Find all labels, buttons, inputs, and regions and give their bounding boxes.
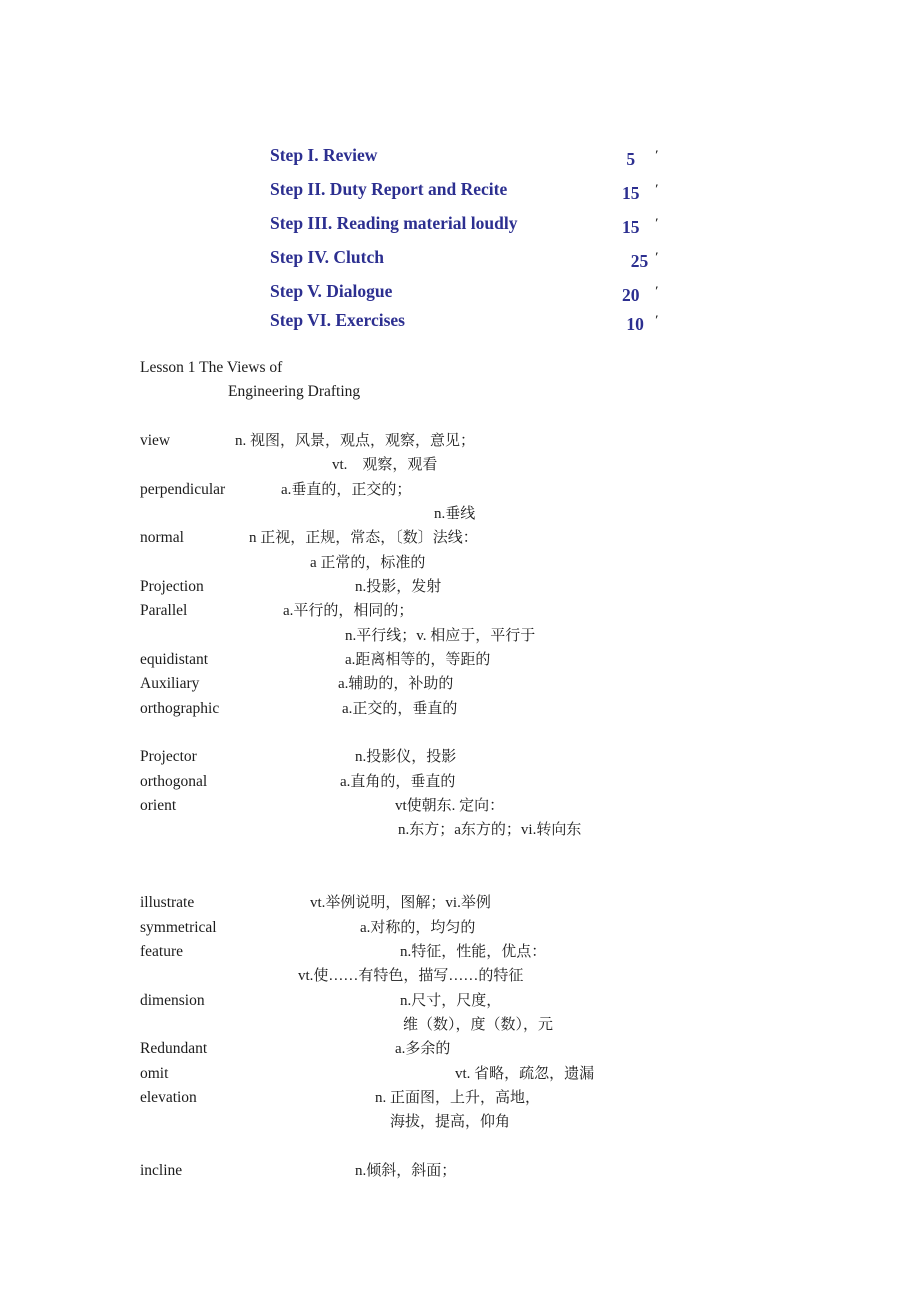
vocab-line bbox=[0, 648, 920, 672]
vocab-definition: n.特征，性能，优点： bbox=[400, 943, 547, 960]
blank-line bbox=[0, 721, 920, 745]
schedule-row bbox=[0, 177, 920, 201]
minute-prime-mark: ′ bbox=[655, 283, 659, 298]
vocab-word: incline bbox=[140, 1161, 183, 1179]
vocab-word: Projector bbox=[140, 748, 197, 766]
vocab-definition: n 正视，正规，常态，〔数〕法线： bbox=[249, 530, 478, 547]
vocab-definition: a.辅助的，补助的 bbox=[338, 676, 454, 693]
vocab-line bbox=[0, 940, 920, 964]
step-label: Step IV. Clutch bbox=[270, 247, 384, 267]
schedule-row bbox=[0, 279, 920, 303]
vocab-definition: a.多余的 bbox=[395, 1041, 451, 1058]
vocab-definition: vt使朝东. 定向： bbox=[395, 797, 505, 814]
vocab-line bbox=[0, 891, 920, 915]
vocab-definition: n.投影仪，投影 bbox=[355, 749, 457, 766]
vocab-definition: a.平行的，相同的； bbox=[283, 603, 414, 620]
vocab-word: dimension bbox=[140, 991, 205, 1009]
step-duration bbox=[622, 279, 659, 307]
vocab-line bbox=[0, 989, 920, 1013]
blank-line bbox=[0, 843, 920, 867]
vocab-definition: 海拔，提高，仰角 bbox=[390, 1114, 511, 1131]
vocab-line bbox=[0, 794, 920, 818]
vocab-word: Redundant bbox=[140, 1040, 208, 1058]
schedule-row bbox=[0, 308, 920, 332]
vocab-line bbox=[0, 453, 920, 477]
vocab-word: illustrate bbox=[140, 894, 195, 912]
vocab-word: orthographic bbox=[140, 699, 220, 717]
vocab-definition: a.直角的，垂直的 bbox=[340, 773, 456, 790]
step-minutes: 5 bbox=[622, 149, 636, 169]
schedule-row bbox=[0, 245, 920, 269]
vocab-word: equidistant bbox=[140, 650, 209, 668]
lesson-title-line-1: Lesson 1 The Views of bbox=[140, 359, 283, 376]
vocab-definition: n.东方；a东方的；vi.转向东 bbox=[398, 822, 582, 839]
vocab-line bbox=[0, 624, 920, 648]
vocab-line bbox=[0, 770, 920, 794]
minute-prime-mark: ′ bbox=[655, 147, 659, 162]
vocab-definition: a.对称的，均匀的 bbox=[360, 919, 476, 936]
vocab-definition: vt. 省略，疏忽，遗漏 bbox=[455, 1065, 595, 1082]
vocab-definition: vt.举例说明，图解；vi.举例 bbox=[310, 895, 491, 912]
vocab-word: omit bbox=[140, 1064, 169, 1082]
vocab-definition: n.平行线；v. 相应于，平行于 bbox=[345, 627, 536, 644]
vocab-definition: a.正交的，垂直的 bbox=[342, 700, 458, 717]
vocab-definition: a.垂直的，正交的； bbox=[281, 481, 412, 498]
minute-prime-mark: ′ bbox=[655, 215, 659, 230]
vocab-definition: n.垂线 bbox=[434, 505, 476, 522]
vocab-line bbox=[0, 818, 920, 842]
vocab-line bbox=[0, 672, 920, 696]
vocab-definition: n. 视图，风景，观点，观察，意见； bbox=[235, 433, 476, 449]
vocab-line bbox=[0, 1110, 920, 1134]
vocabulary-list bbox=[0, 429, 920, 1183]
lesson-title-line-2: Engineering Drafting bbox=[228, 383, 361, 400]
step-duration bbox=[622, 308, 659, 336]
vocab-line bbox=[0, 502, 920, 526]
step-minutes: 25 bbox=[622, 251, 649, 271]
step-label: Step V. Dialogue bbox=[270, 281, 393, 301]
vocab-line bbox=[0, 745, 920, 769]
vocab-word: Auxiliary bbox=[140, 675, 200, 693]
schedule-row bbox=[0, 143, 920, 167]
step-label: Step VI. Exercises bbox=[270, 310, 405, 330]
vocab-word: view bbox=[140, 432, 171, 449]
vocab-word: normal bbox=[140, 529, 184, 547]
step-minutes: 10 bbox=[622, 314, 644, 334]
blank-line bbox=[0, 1135, 920, 1159]
vocab-word: orient bbox=[140, 796, 177, 814]
vocab-line bbox=[0, 964, 920, 988]
vocab-line bbox=[0, 478, 920, 502]
vocab-line bbox=[0, 526, 920, 550]
step-minutes: 15 bbox=[622, 217, 640, 237]
vocab-line bbox=[0, 697, 920, 721]
step-duration bbox=[622, 143, 659, 171]
vocab-word: feature bbox=[140, 942, 184, 960]
step-minutes: 20 bbox=[622, 285, 640, 305]
step-duration bbox=[622, 211, 659, 239]
vocab-definition: 维（数），度（数），元 bbox=[403, 1016, 554, 1033]
step-duration bbox=[622, 177, 659, 205]
vocab-line bbox=[0, 599, 920, 623]
step-label: Step II. Duty Report and Recite bbox=[270, 179, 508, 199]
vocab-word: symmetrical bbox=[140, 918, 217, 936]
vocab-definition: vt.使……有特色，描写……的特征 bbox=[298, 968, 524, 985]
step-label: Step III. Reading material loudly bbox=[270, 213, 518, 233]
vocab-word: perpendicular bbox=[140, 480, 226, 498]
vocab-definition: n. 正面图，上升，高地， bbox=[375, 1089, 541, 1106]
vocab-line bbox=[0, 916, 920, 940]
schedule-row bbox=[0, 211, 920, 235]
vocab-line bbox=[0, 429, 920, 453]
vocab-definition: n.尺寸，尺度， bbox=[400, 992, 502, 1009]
vocab-definition: vt. 观察，观看 bbox=[332, 457, 438, 474]
vocab-word: orthogonal bbox=[140, 772, 208, 790]
vocab-word: elevation bbox=[140, 1088, 197, 1106]
step-minutes: 15 bbox=[622, 183, 640, 203]
vocab-line bbox=[0, 551, 920, 575]
vocab-definition: a 正常的，标准的 bbox=[310, 554, 426, 571]
vocab-line bbox=[0, 1159, 920, 1183]
vocab-word: Projection bbox=[140, 577, 204, 595]
vocab-definition: n.投影，发射 bbox=[355, 578, 442, 595]
vocab-definition: n.倾斜，斜面； bbox=[355, 1162, 457, 1179]
vocab-definition: a.距离相等的，等距的 bbox=[345, 651, 491, 668]
vocab-word: Parallel bbox=[140, 602, 188, 620]
vocab-line bbox=[0, 1013, 920, 1037]
step-duration bbox=[622, 245, 659, 273]
vocab-line bbox=[0, 1086, 920, 1110]
minute-prime-mark: ′ bbox=[655, 181, 659, 196]
step-label: Step I. Review bbox=[270, 145, 378, 165]
blank-line bbox=[0, 867, 920, 891]
vocab-line bbox=[0, 575, 920, 599]
minute-prime-mark: ′ bbox=[655, 249, 659, 264]
vocab-line bbox=[0, 1062, 920, 1086]
minute-prime-mark: ′ bbox=[655, 312, 659, 327]
vocab-line bbox=[0, 1037, 920, 1061]
